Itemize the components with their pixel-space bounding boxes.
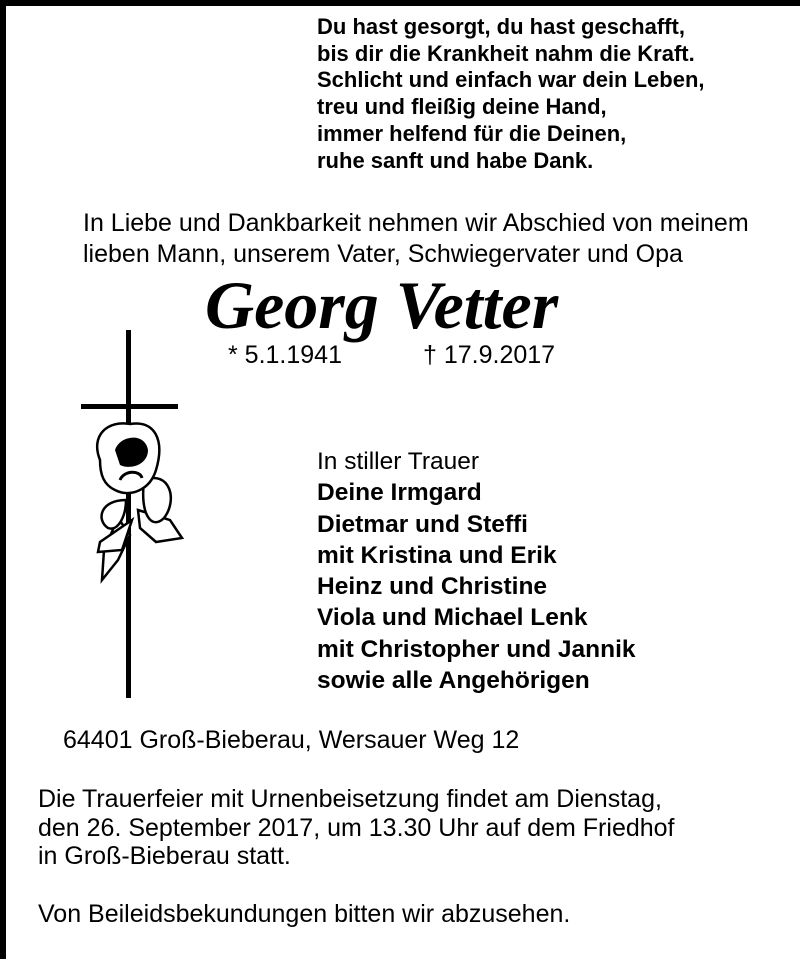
dates-row (83, 340, 783, 370)
intro-text: In Liebe und Dankbarkeit nehmen wir Abschied von meinem lieben Mann, unserem Vater, Schwiegervater und Opa (83, 209, 749, 268)
survivor: Dietmar und Steffi (317, 510, 528, 538)
address: 64401 Groß-Bieberau, Wersauer Weg 12 (63, 726, 520, 754)
survivor: sowie alle Angehörigen (317, 667, 590, 695)
ceremony-line: den 26. September 2017, um 13.30 Uhr auf dem Friedhof (38, 813, 675, 842)
survivors-list (317, 446, 636, 696)
poem-line: treu und fleißig deine Hand, (317, 94, 607, 120)
survivor: mit Kristina und Erik (317, 541, 557, 569)
poem-line: Schlicht und einfach war dein Leben, (317, 67, 705, 93)
poem-line: Du hast gesorgt, du hast geschafft, (317, 14, 685, 39)
birth-date: * 5.1.1941 (228, 341, 342, 369)
survivors-intro: In stiller Trauer (317, 448, 480, 475)
poem (317, 14, 705, 174)
ceremony-line: Die Trauerfeier mit Urnenbeisetzung findet am Dienstag, (38, 785, 662, 813)
closing-note: Von Beileidsbekundungen bitten wir abzusehen. (38, 900, 571, 928)
ceremony-line: in Groß-Bieberau statt. (38, 842, 291, 870)
poem-line: bis dir die Krankheit nahm die Kraft. (317, 40, 695, 66)
cross-rose-icon (60, 320, 220, 710)
deceased-name: Georg Vetter (205, 267, 559, 343)
survivor: Viola und Michael Lenk (317, 604, 588, 632)
poem-line: ruhe sanft und habe Dank. (317, 147, 594, 173)
death-date: † 17.9.2017 (423, 341, 556, 369)
heading-block (83, 208, 783, 370)
survivor: Heinz und Christine (317, 573, 548, 601)
survivor: mit Christopher und Jannik (317, 635, 636, 663)
ceremony-info (38, 785, 675, 871)
poem-line: immer helfend für die Deinen, (317, 120, 627, 146)
survivor: Deine Irmgard (317, 479, 482, 507)
